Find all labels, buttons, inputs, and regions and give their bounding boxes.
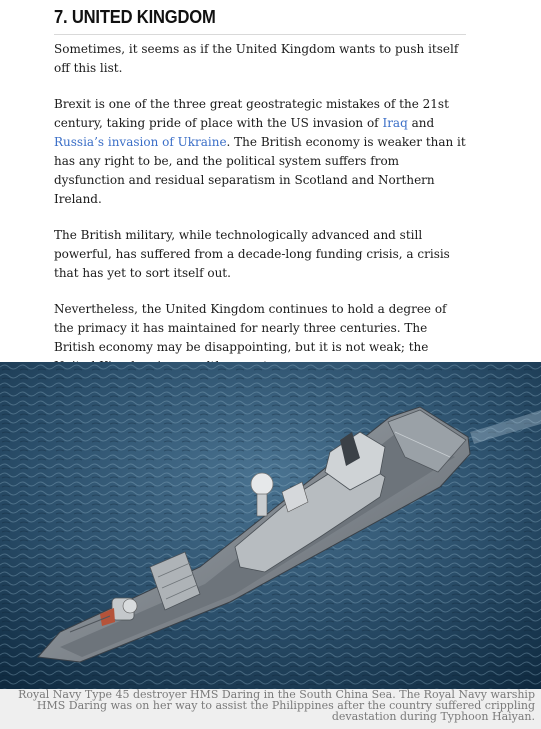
paragraph-2-text-a: Brexit is one of the three great geostrategic mistakes of the 21st century, taking pride of place with the US invasion of [54, 97, 449, 130]
heading-divider [54, 34, 466, 35]
section-heading: 7. UNITED KINGDOM [54, 7, 216, 27]
paragraph-2 [54, 95, 466, 209]
paragraph-1: Sometimes, it seems as if the United Kingdom wants to push itself off this list. [54, 42, 459, 75]
paragraph-2-text-b: and [407, 116, 435, 130]
paragraph-4: Nevertheless, the United Kingdom continues to hold a degree of the primacy it has maintained for nearly three centuries. The British economy may be disappointing, but it is not weak; the [54, 302, 447, 354]
iraq-link[interactable]: Iraq [382, 116, 408, 130]
russia-ukraine-link[interactable]: Russia’s invasion of Ukraine [54, 135, 227, 149]
article-body [54, 0, 466, 376]
photo-caption [0, 689, 541, 729]
paragraph-2-text-c: . The British economy is weaker than it has any right to be, and the political system suffers from dysfunction and residual separatism in Scotland and Northern Ireland. [54, 135, 466, 206]
paragraph-3: The British military, while technologically advanced and still powerful, has suffered from a decade-long funding crisis, a crisis that has yet to sort itself out. [54, 228, 450, 280]
destroyer-photo [0, 362, 541, 689]
caption-text: Royal Navy Type 45 destroyer HMS Daring in the South China Sea. The Royal Navy warship HMS Daring was on her way to assist the Philippines after the country suffered crippling devastation during Typhoon Haiyan. [18, 688, 535, 723]
